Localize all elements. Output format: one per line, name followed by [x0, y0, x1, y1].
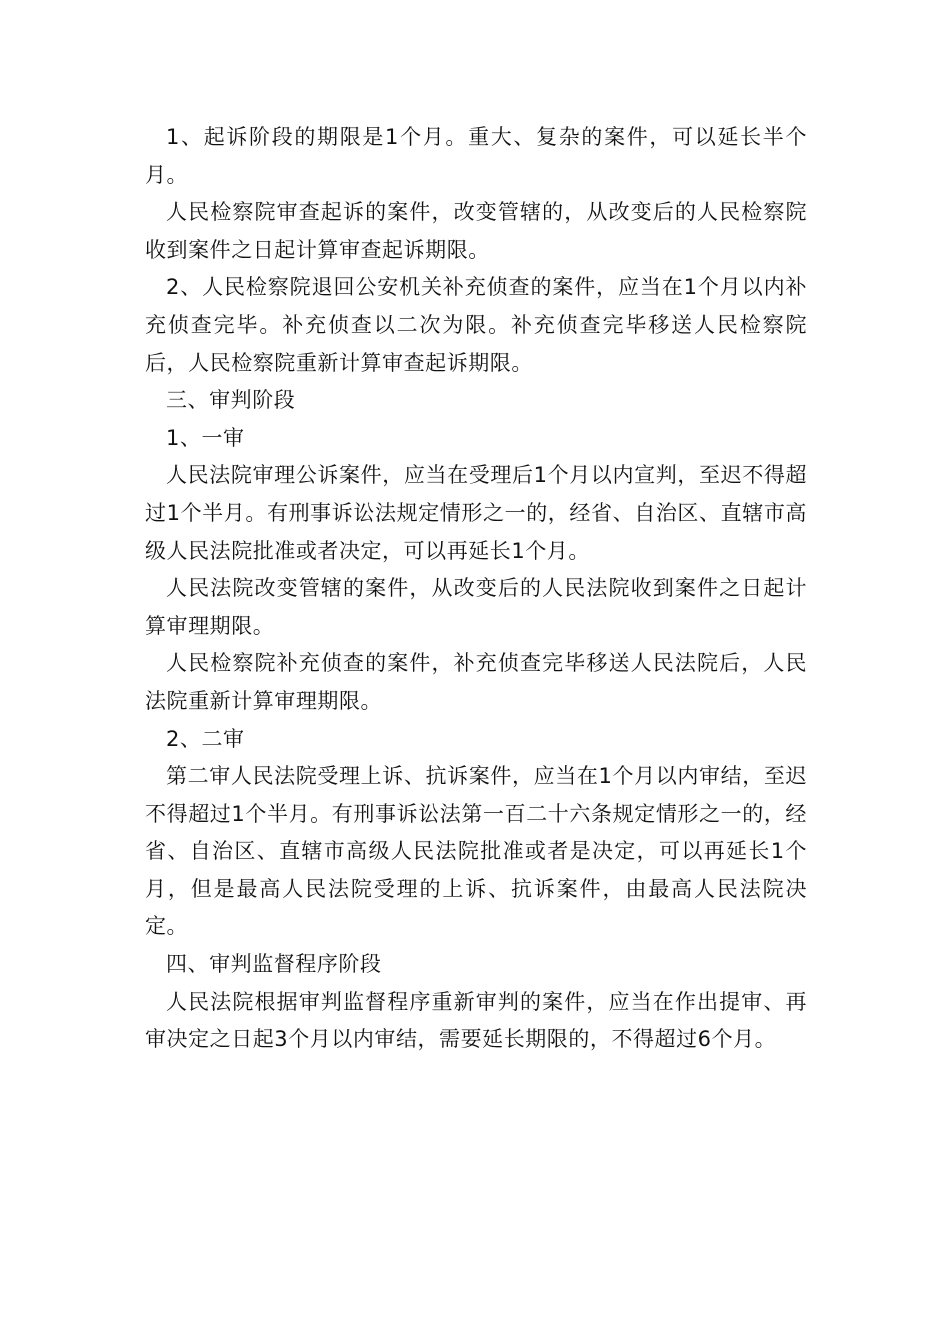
paragraph-first-instance-period: 人民法院审理公诉案件，应当在受理后1个月以内宣判，至迟不得超过1个半月。有刑事诉讼法规定情形之一的，经省、自治区、直辖市高级人民法院批准或者决定，可以再延长1个月。: [145, 463, 807, 563]
paragraph-retrial-period: 人民法院根据审判监督程序重新审判的案件，应当在作出提审、再审决定之日起3个月以内审结，需要延长期限的，不得超过6个月。: [145, 989, 807, 1052]
paragraph-court-jurisdiction: 人民法院改变管辖的案件，从改变后的人民法院收到案件之日起计算审理期限。: [145, 576, 807, 638]
document-body: [145, 119, 807, 1059]
subheading-first-instance: 1、一审: [166, 425, 245, 450]
paragraph-court-supplementary: 人民检察院补充侦查的案件，补充侦查完毕移送人民法院后，人民法院重新计算审理期限。: [145, 651, 807, 713]
paragraph-prosecution-period: 1、起诉阶段的期限是1个月。重大、复杂的案件，可以延长半个月。: [145, 125, 807, 187]
paragraph-prosecution-jurisdiction: 人民检察院审查起诉的案件，改变管辖的，从改变后的人民检察院收到案件之日起计算审查起诉期限。: [145, 200, 807, 262]
paragraph-second-instance-period: 第二审人民法院受理上诉、抗诉案件，应当在1个月以内审结，至迟不得超过1个半月。有刑事诉讼法第一百二十六条规定情形之一的，经省、自治区、直辖市高级人民法院批准或者是决定，可以再延长1个月，但是最高人民法院受理的上诉、抗诉案件，由最高人民法院决定。: [145, 764, 807, 939]
paragraph-supplementary-investigation: 2、人民检察院退回公安机关补充侦查的案件，应当在1个月以内补充侦查完毕。补充侦查以二次为限。补充侦查完毕移送人民检察院后，人民检察院重新计算审查起诉期限。: [145, 275, 807, 375]
heading-trial-stage: 三、审判阶段: [166, 388, 296, 413]
subheading-second-instance: 2、二审: [166, 726, 245, 751]
heading-trial-supervision: 四、审判监督程序阶段: [166, 952, 382, 977]
